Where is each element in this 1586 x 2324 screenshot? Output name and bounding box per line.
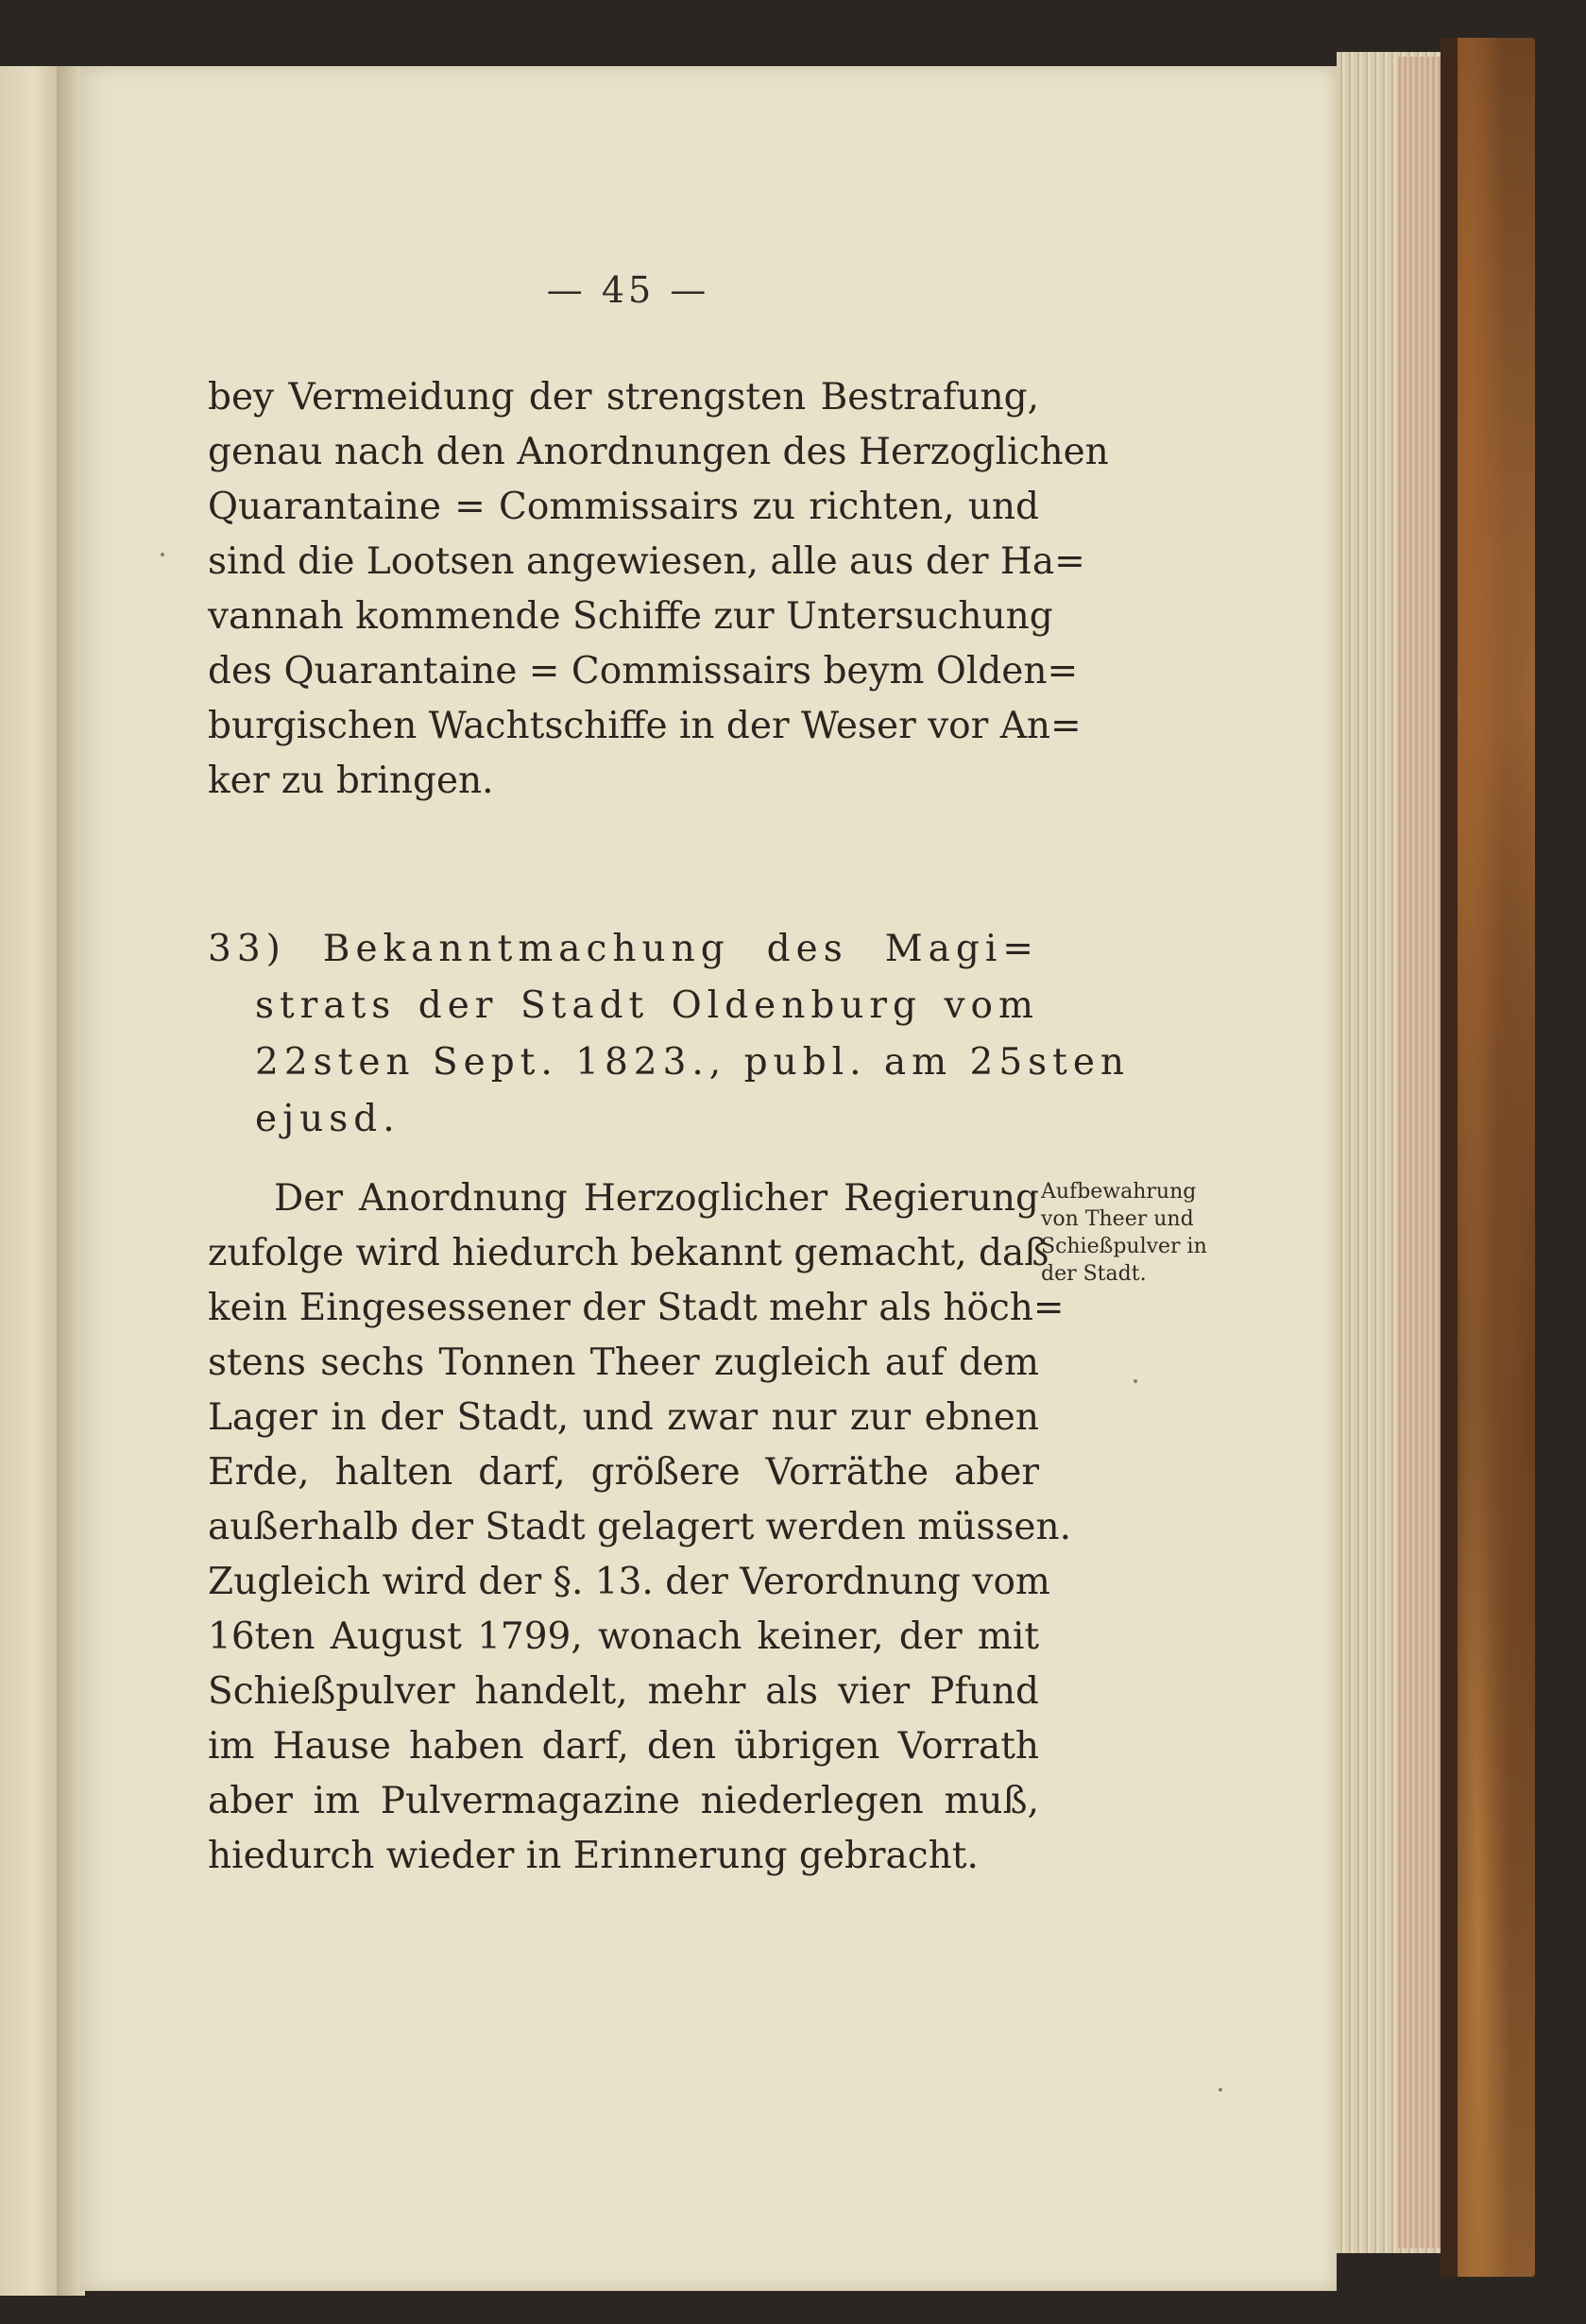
heading-line: 33) Bekanntmachung des Magi= (208, 928, 1039, 970)
paragraph-2-line: im Hause haben darf, den übrigen Vorrath (208, 1725, 1039, 1768)
paragraph-2-line: kein Eingesessener der Stadt mehr als höch= (208, 1287, 1065, 1329)
heading-line: strats der Stadt Oldenburg vom (255, 984, 1039, 1027)
section-heading (208, 921, 1131, 1148)
paragraph-1-line: genau nach den Anordnungen des Herzoglichen (208, 431, 1109, 473)
heading-line: ejusd. (255, 1098, 401, 1140)
page-number: — 45 — (546, 269, 710, 311)
page-edges-red (1398, 57, 1441, 2248)
margin-note-line: Schießpulver in (1041, 1235, 1207, 1258)
paragraph-2-line: außerhalb der Stadt gelagert werden müssen. (208, 1506, 1072, 1548)
margin-note-line: Aufbewahrung (1041, 1180, 1197, 1204)
cover-inner-edge (1441, 38, 1458, 2277)
paragraph-1-line: sind die Lootsen angewiesen, alle aus der Ha= (208, 540, 1085, 583)
margin-note (1041, 1178, 1263, 1288)
paragraph-2-line: stens sechs Tonnen Theer zugleich auf dem (208, 1341, 1039, 1384)
paragraph-2-line: aber im Pulvermagazine niederlegen muß, (208, 1780, 1039, 1822)
paragraph-1-line: Quarantaine = Commissairs zu richten, und (208, 486, 1039, 528)
paragraph-2-line: Erde, halten darf, größere Vorräthe aber (208, 1451, 1039, 1494)
paragraph-1-line: des Quarantaine = Commissairs beym Olden= (208, 650, 1079, 692)
margin-note-line: von Theer und (1041, 1207, 1194, 1231)
margin-note-line: der Stadt. (1041, 1262, 1147, 1286)
paper-speck (1219, 2088, 1222, 2092)
paragraph-1 (208, 370, 1109, 809)
paper-speck (161, 553, 164, 556)
paragraph-2-line: 16ten August 1799, wonach keiner, der mit (208, 1615, 1039, 1658)
facing-page-edge (0, 66, 57, 2296)
paragraph-2-line: Zugleich wird der §. 13. der Verordnung vom (208, 1561, 1050, 1603)
paragraph-2-line: Schießpulver handelt, mehr als vier Pfund (208, 1670, 1039, 1713)
paper-speck (1134, 1379, 1137, 1383)
heading-line: 22sten Sept. 1823., publ. am 25sten (255, 1041, 1131, 1084)
paragraph-1-line: vannah kommende Schiffe zur Untersuchung (208, 595, 1053, 638)
paragraph-2-line: hiedurch wieder in Erinnerung gebracht. (208, 1835, 979, 1877)
paragraph-2-line: Lager in der Stadt, und zwar nur zur ebnen (208, 1396, 1039, 1439)
paragraph-1-line: bey Vermeidung der strengsten Bestrafung, (208, 376, 1039, 419)
paragraph-2-line: zufolge wird hiedurch bekannt gemacht, daß (208, 1232, 1049, 1274)
paragraph-1-line: burgischen Wachtschiffe in der Weser vor An= (208, 705, 1082, 747)
paragraph-2 (208, 1171, 1072, 1884)
paragraph-2-line: Der Anordnung Herzoglicher Regierung (274, 1177, 1039, 1220)
paragraph-1-line: ker zu bringen. (208, 760, 494, 802)
